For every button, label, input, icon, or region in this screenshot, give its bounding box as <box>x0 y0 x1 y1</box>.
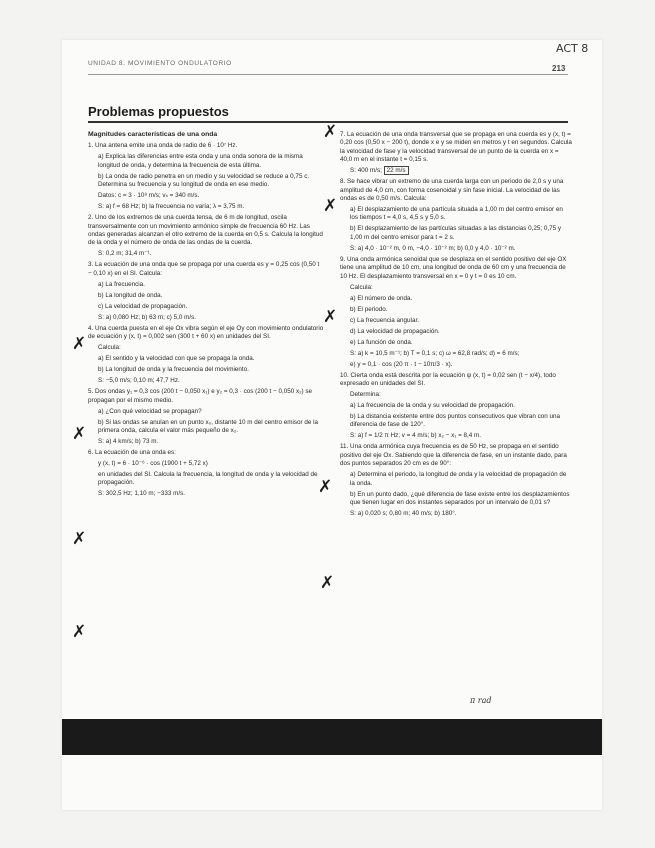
solution-9e: e) y = 0,1 · cos (20 π · t − 10π/3 · x). <box>350 360 453 368</box>
problem-3c: c) La velocidad de propagación. <box>98 302 188 310</box>
unit-header: UNIDAD 8. MOVIMIENTO ONDULATORIO <box>88 60 232 67</box>
cross-mark-icon: ✗ <box>323 122 338 142</box>
problem-10-det: Determina: <box>350 391 381 399</box>
solution-10: S: a) f = 1/2 π Hz; v = 4 m/s; b) x₂ − x₁ = 8,4 m. <box>350 432 482 440</box>
cross-mark-icon: ✗ <box>72 334 87 354</box>
page-number: 213 <box>552 64 566 73</box>
problem-5: 5. Dos ondas y₁ = 0,3 cos (200 t − 0,050 x₁) e y₂ = 0,3 · cos (200 t − 0,050 x₂) se propagan por el mismo medio. <box>88 388 313 404</box>
problem-10a: a) La frecuencia de la onda y su velocidad de propagación. <box>350 402 515 410</box>
solution-6: S: 302,5 Hz; 1,10 m; −333 m/s. <box>98 490 185 498</box>
cross-mark-icon: ✗ <box>72 622 87 642</box>
problem-8: 8. Se hace vibrar un extremo de una cuerda larga con un periodo de 2,0 s y una amplitud de 4,0 cm, con forma cosenoidal y sin fase inicial. La velocidad de las ondas es de 0,50 m/s. Calcula: <box>340 178 564 203</box>
solution-8: S: a) 4,0 · 10⁻² m, 0 m, −4,0 · 10⁻² m; b) 0,0 y 4,0 · 10⁻² m. <box>350 244 516 252</box>
problem-4a: a) El sentido y la velocidad con que se propaga la onda. <box>98 355 255 363</box>
handwritten-tag: ACT 8 <box>556 42 589 55</box>
problem-4-calc: Calcula: <box>98 344 121 352</box>
left-column <box>88 131 324 501</box>
problem-9-calc: Calcula: <box>350 283 373 291</box>
section-title: Problemas propuestos <box>88 104 229 119</box>
problem-11b: b) En un punto dado, ¿qué diferencia de fase existe entre los desplazamientos que tienen lugar en dos instantes separados por un intervalo de 0,01 s? <box>350 490 570 507</box>
solution-7-boxed: 22 m/s <box>384 166 409 175</box>
subsection-heading: Magnitudes características de una onda <box>88 131 218 138</box>
solution-9: S: a) k = 10,5 m⁻¹; b) T = 0,1 s; c) ω = 62,8 rad/s; d) = 6 m/s; <box>350 349 520 357</box>
problem-6-equation: y (x, t) = 6 · 10⁻⁶ · cos (1900 t + 5,72 x) <box>98 460 208 468</box>
problem-1: 1. Una antena emite una onda de radio de 6 · 10⁷ Hz. <box>88 142 238 150</box>
cross-mark-icon: ✗ <box>318 477 333 497</box>
cross-mark-icon: ✗ <box>320 573 335 593</box>
problem-8a: a) El desplazamiento de una partícula situada a 1,00 m del centro emisor en los tiempos t = 4,0 s, 4,5 s y 5,0 s. <box>350 206 563 222</box>
problem-6-text: en unidades del SI. Calcula la frecuencia, la longitud de onda y la velocidad de propagación. <box>98 471 318 487</box>
problem-11: 11. Una onda armónica cuya frecuencia es de 50 Hz, se propaga en el sentido positivo del eje Ox. Sabiendo que la diferencia de fase, en un instante dado, para dos puntos separados 20 cm es de 90°: <box>340 443 567 468</box>
cross-mark-icon: ✗ <box>72 424 87 444</box>
cross-mark-icon: ✗ <box>323 196 338 216</box>
problem-10b: b) La distancia existente entre dos puntos consecutivos que vibran con una diferencia de fase de 120°. <box>350 413 561 429</box>
cross-mark-icon: ✗ <box>323 307 338 327</box>
problem-4: 4. Una cuerda puesta en el eje Ox vibra según el eje Oy con movimiento ondulatorio de ecuación y (x, t) = 0,002 sen (300 t + 60 x) en unidades del SI. <box>88 324 324 341</box>
handwritten-note: π rad <box>470 696 492 705</box>
cross-mark-icon: ✗ <box>72 529 87 549</box>
problem-10: 10. Cierta onda está descrita por la ecuación ψ (x, t) = 0,02 sen (t − x/4), todo expresado en unidades del SI. <box>340 371 556 388</box>
solution-4: S: −5,0 m/s; 0,10 m; 47,7 Hz. <box>98 377 180 385</box>
problem-9: 9. Una onda armónica senoidal que se desplaza en el sentido positivo del eje OX tiene una amplitud de 10 cm, una longitud de onda de 60 cm y una frecuencia de 10 Hz. El desplazamiento transversal en x = 0 y t = 0 es 10 cm. <box>340 255 567 280</box>
problem-6: 6. La ecuación de una onda es: <box>88 449 176 457</box>
problem-3: 3. La ecuación de una onda que se propaga por una cuerda es y = 0,25 cos (0,50 t − 0,10 x) en el SI. Calcula: <box>88 261 320 277</box>
right-column <box>340 131 572 521</box>
solution-1: S: a) f = 68 Hz; b) la frecuencia no varía; λ = 3,75 m. <box>98 203 245 211</box>
problem-9e: e) La función de onda. <box>350 338 413 346</box>
scan-footer-bar <box>62 719 602 755</box>
problem-9b: b) El periodo. <box>350 305 388 313</box>
problem-5a: a) ¿Con qué velocidad se propagan? <box>98 407 202 415</box>
problem-8b: b) El desplazamiento de las partículas situadas a las distancias 0,25; 0,75 y 1,00 m del centro emisor para t = 2 s. <box>350 225 562 241</box>
problem-3b: b) La longitud de onda. <box>98 291 163 299</box>
problem-9c: c) La frecuencia angular. <box>350 316 419 324</box>
solution-3: S: a) 0,080 Hz; b) 63 m; c) 5,0 m/s. <box>98 313 196 321</box>
problem-3a: a) La frecuencia. <box>98 280 145 288</box>
problem-5b: b) Si las ondas se anulan en un punto x₀, distante 10 m del centro emisor de la primera onda, calcula el valor más pequeño de x₂. <box>98 418 318 435</box>
problem-9d: d) La velocidad de propagación. <box>350 327 440 335</box>
solution-2: S: 0,2 m; 31,4 m⁻¹. <box>98 250 152 258</box>
problem-1-data: Datos: c = 3 · 10⁸ m/s; vₛ = 340 m/s. <box>98 192 200 200</box>
problem-1a: a) Explica las diferencias entre esta onda y una onda sonora de la misma longitud de onda, y determina la frecuencia de esta última. <box>98 153 303 169</box>
problem-9a: a) El número de onda. <box>350 294 413 302</box>
header-rule <box>88 74 568 75</box>
problem-4b: b) La longitud de onda y la frecuencia del movimiento. <box>98 366 249 374</box>
problem-11a: a) Determina el periodo, la longitud de onda y la velocidad de propagación de la onda. <box>350 471 567 487</box>
solution-11: S: a) 0,020 s; 0,80 m; 40 m/s; b) 180°. <box>350 510 457 518</box>
solution-5: S: a) 4 km/s; b) 73 m. <box>98 438 159 446</box>
solution-7-text: S: 400 m/s; <box>350 167 382 175</box>
problem-2: 2. Uno de los extremos de una cuerda tensa, de 6 m de longitud, oscila transversalmente con un movimiento armónico simple de frecuencia 60 Hz. Las ondas generadas alcanzan el otro extremo de la cuerda en 0,5 s. Calcula la longitud de la onda y el número de onda de las ondas de la cuerda. <box>88 214 323 247</box>
solution-7 <box>340 167 572 175</box>
problem-1b: b) La onda de radio penetra en un medio y su velocidad se reduce a 0,75 c. Determina su frecuencia y su longitud de onda en ese medio. <box>98 172 310 189</box>
problem-7: 7. La ecuación de una onda transversal que se propaga en una cuerda es y (x, t) = 0,20 cos (0,50 x − 200 t), donde x e y se miden en metros y t en segundos. Calcula la velocidad de fase y la velocidad transversal de un punto de la cuerda en x = 40,0 m en el instante t = 0,15 s. <box>340 131 572 164</box>
